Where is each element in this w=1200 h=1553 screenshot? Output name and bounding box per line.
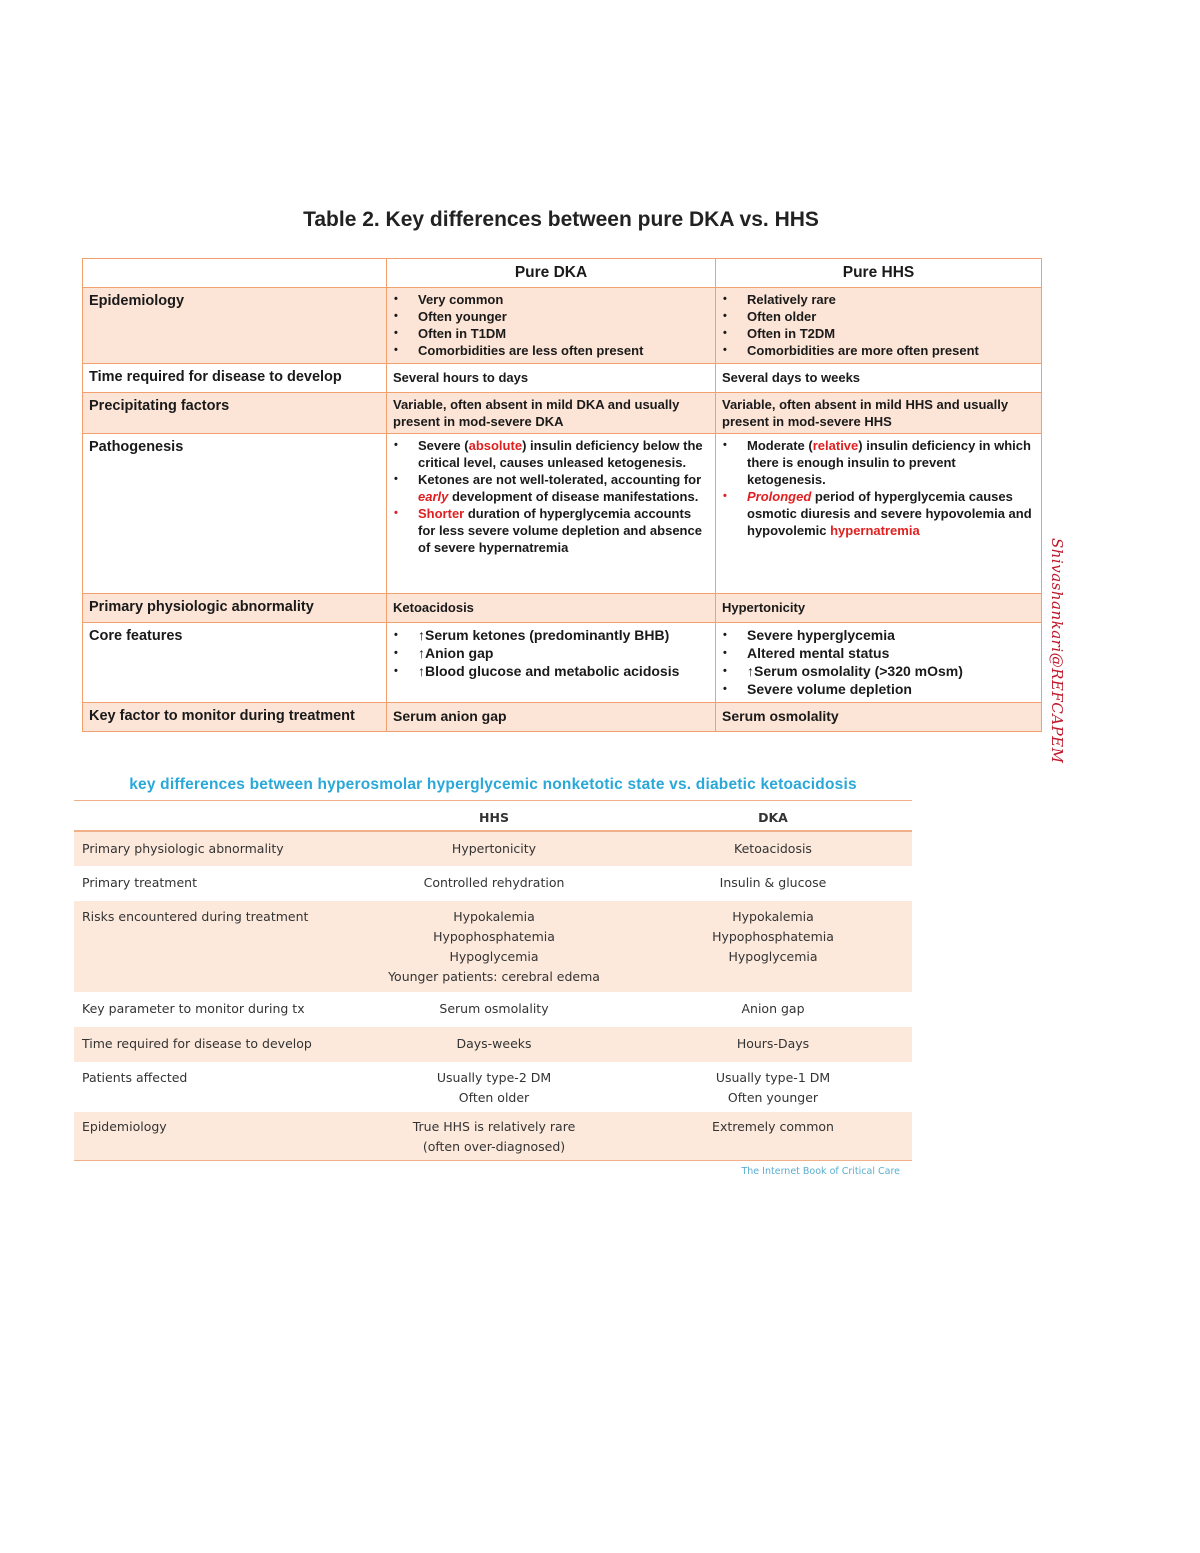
list-item: • Shorter duration of hyperglycemia accounts for less severe volume depletion and absence of severe hypernatremia xyxy=(418,505,709,556)
table1-header-dka: Pure DKA xyxy=(387,259,716,288)
row-label: Core features xyxy=(83,623,387,703)
table2-row xyxy=(74,1062,912,1112)
handwritten-side-note: Shivashankari@REFCAPEM xyxy=(1048,538,1066,764)
table1-row-precipitating xyxy=(83,393,1042,434)
row-label: Precipitating factors xyxy=(83,393,387,434)
row-label: Key parameter to monitor during tx xyxy=(82,1001,305,1016)
hhs-cell: Serum osmolality xyxy=(439,1001,549,1016)
table1-header-hhs: Pure HHS xyxy=(716,259,1042,288)
row-label: Epidemiology xyxy=(83,288,387,364)
hhs-cell: Controlled rehydration xyxy=(423,875,565,890)
list-item: • Relatively rare xyxy=(747,291,1035,308)
list-item: • Often in T2DM xyxy=(747,325,1035,342)
row-label: Key factor to monitor during treatment xyxy=(83,703,387,732)
dka-key-factor: Serum anion gap xyxy=(387,703,716,732)
hhs-cell xyxy=(354,901,634,992)
table2-header-dka: DKA xyxy=(634,804,912,831)
cell-line: Hypokalemia xyxy=(453,909,535,924)
table1-row-pathogenesis xyxy=(83,434,1042,594)
cell-line: Hypophosphatemia xyxy=(712,929,834,944)
dka-hhs-table xyxy=(82,258,1042,732)
table2-row xyxy=(74,831,912,866)
dka-primary: Ketoacidosis xyxy=(387,594,716,623)
row-label: Epidemiology xyxy=(74,1112,354,1160)
cell-line: Younger patients: cerebral edema xyxy=(388,969,600,984)
table2-header-blank xyxy=(74,804,354,831)
table2-row xyxy=(74,866,912,901)
table2-row xyxy=(74,1027,912,1062)
cell-line: Usually type-1 DM xyxy=(715,1070,831,1085)
table2-row xyxy=(74,1112,912,1160)
list-item: • Often younger xyxy=(418,308,709,325)
cell-line: Hypoglycemia xyxy=(449,949,539,964)
hhs-time: Several days to weeks xyxy=(716,364,1042,393)
hhs-pathogenesis xyxy=(716,434,1042,594)
row-label: Primary physiologic abnormality xyxy=(74,831,354,866)
row-label: Patients affected xyxy=(82,1070,188,1085)
table1-row-core xyxy=(83,623,1042,703)
cell-line: Hypophosphatemia xyxy=(433,929,555,944)
table1-row-time xyxy=(83,364,1042,393)
dka-cell: Insulin & glucose xyxy=(719,875,827,890)
table1-title: Table 2. Key differences between pure DKA vs. HHS xyxy=(303,208,819,231)
table2-title: key differences between hyperosmolar hyperglycemic nonketotic state vs. diabetic ketoacidosis xyxy=(129,776,857,793)
table2-header-row xyxy=(74,804,912,831)
source-credit: The Internet Book of Critical Care xyxy=(741,1166,900,1177)
list-item: • Severe hyperglycemia xyxy=(747,626,1035,644)
table2-row xyxy=(74,992,912,1027)
list-item: • Comorbidities are less often present xyxy=(418,342,709,359)
list-item: • Moderate (relative) insulin deficiency in which there is enough insulin to prevent ketogenesis. xyxy=(747,437,1035,488)
dka-time: Several hours to days xyxy=(387,364,716,393)
list-item: • Altered mental status xyxy=(747,644,1035,662)
hhs-primary: Hypertonicity xyxy=(716,594,1042,623)
cell-line: Hypokalemia xyxy=(732,909,814,924)
hhs-cell: Days-weeks xyxy=(354,1027,634,1062)
table1-row-primary xyxy=(83,594,1042,623)
dka-core xyxy=(387,623,716,703)
list-item: • ↑Blood glucose and metabolic acidosis xyxy=(418,662,709,680)
table1-header-row xyxy=(83,259,1042,288)
dka-cell: Ketoacidosis xyxy=(634,831,912,866)
list-item: • Often in T1DM xyxy=(418,325,709,342)
hhs-cell xyxy=(354,1062,634,1112)
hhs-epidemiology xyxy=(716,288,1042,364)
list-item: • Often older xyxy=(747,308,1035,325)
list-item: • ↑Serum ketones (predominantly BHB) xyxy=(418,626,709,644)
dka-cell: Extremely common xyxy=(634,1112,912,1160)
table2-header-hhs: HHS xyxy=(354,804,634,831)
cell-line: True HHS is relatively rare xyxy=(412,1119,576,1134)
list-item: • Prolonged period of hyperglycemia causes osmotic diuresis and severe hypovolemia and hypovolemic hypernatremia xyxy=(747,488,1035,539)
row-label: Time required for disease to develop xyxy=(83,364,387,393)
row-label: Primary treatment xyxy=(82,875,197,890)
cell-line: Usually type-2 DM xyxy=(436,1070,552,1085)
dka-epidemiology xyxy=(387,288,716,364)
cell-line: Hypoglycemia xyxy=(728,949,818,964)
dka-precipitating: Variable, often absent in mild DKA and usually present in mod-severe DKA xyxy=(387,393,716,434)
table1-row-epidemiology xyxy=(83,288,1042,364)
list-item: • Very common xyxy=(418,291,709,308)
hhs-dka-table xyxy=(74,804,912,1161)
table2-row xyxy=(74,901,912,992)
table2-top-rule xyxy=(74,800,912,801)
cell-line: Often older xyxy=(458,1090,530,1105)
hhs-precipitating: Variable, often absent in mild HHS and usually present in mod-severe HHS xyxy=(716,393,1042,434)
table1-header-blank xyxy=(83,259,387,288)
row-label: Time required for disease to develop xyxy=(74,1027,354,1062)
dka-cell: Hours-Days xyxy=(634,1027,912,1062)
dka-pathogenesis xyxy=(387,434,716,594)
hhs-core xyxy=(716,623,1042,703)
list-item: • Severe (absolute) insulin deficiency below the critical level, causes unleased ketogenesis. xyxy=(418,437,709,471)
cell-line: (often over-diagnosed) xyxy=(422,1139,566,1154)
cell-line: Often younger xyxy=(727,1090,819,1105)
list-item: • ↑Anion gap xyxy=(418,644,709,662)
list-item: • Ketones are not well-tolerated, accounting for early development of disease manifestations. xyxy=(418,471,709,505)
dka-cell: Anion gap xyxy=(741,1001,805,1016)
hhs-cell xyxy=(354,1112,634,1160)
hhs-key-factor: Serum osmolality xyxy=(716,703,1042,732)
dka-cell xyxy=(634,901,912,992)
row-label: Risks encountered during treatment xyxy=(74,901,354,992)
list-item: • ↑Serum osmolality (>320 mOsm) xyxy=(747,662,1035,680)
list-item: • Comorbidities are more often present xyxy=(747,342,1035,359)
row-label: Primary physiologic abnormality xyxy=(83,594,387,623)
hhs-cell: Hypertonicity xyxy=(354,831,634,866)
row-label: Pathogenesis xyxy=(83,434,387,594)
table1-row-key-factor xyxy=(83,703,1042,732)
list-item: • Severe volume depletion xyxy=(747,680,1035,698)
dka-cell xyxy=(634,1062,912,1112)
